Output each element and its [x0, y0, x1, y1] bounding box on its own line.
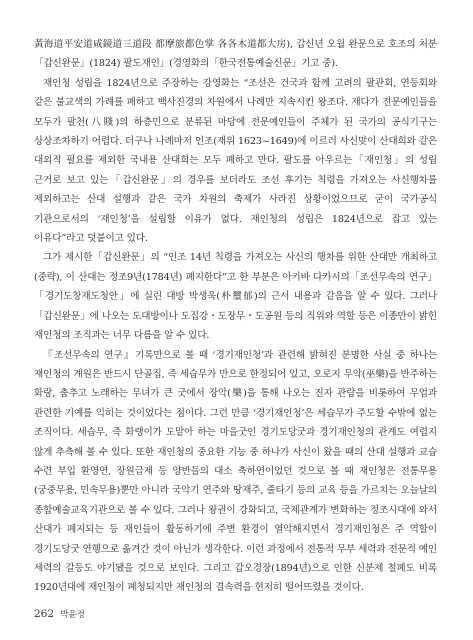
author-name: 박윤정	[60, 610, 85, 620]
paragraph-1: 黃海道平安道咸鏡道三道段 都摩旅都色掌 各各木道都大房), 갑신년 오월 완문으로 호조의 처분「갑신완문」(1824) 팔도재인」(경영화의「한국전통예술신문」기고 중).	[34, 39, 437, 70]
paragraph-2: 재인청 성립을 1824년으로 주장하는 강영화는 “조선은 건국과 함께 고려의 팔관회, 연등회와 같은 불교색의 가례를 폐하고 백사진경의 자원에서 나례만 지속시킨 왕조다. 재다가 전문예인들을 모두가 팔천(八賤)의 하층민으로 분류된 마당에 전문예인들이 주체가 된 국가의 공식기구는 상상조차하기 어렵다. 더구나 나례마저 인조(재위 1623~1649)에 이르러 사신맞이 산대희와 같은 대외적 필요를 제외한 국내용 산대희는 모두 폐하고 만다. 팔도를 아우르는「재인청」의 성립 근거로 보고 있는「갑신완문」의 경우를 보더라도 조선 후기는 칙령을 가져오는 사신행차를 제외하고는 산대 설행과 같은 국가 차원의 축제가 사라진 상황이었으므로 굳이 국가공식 기관으로서의 ‘재인청’을 설립할 이유가 없다. 재인청의 성립은 1824년으로 잡고 있는 이유다”라고 덧붙이고 있다.	[34, 77, 437, 245]
main-text	[34, 35, 437, 598]
paragraph-3: 그가 제시한「갑신완문」의 “인조 14년 칙령을 가져오는 사신의 행차를 위한 산대만 개최하고(중략), 이 산대는 정조9년(1784년) 폐지한다”고 한 부분은 아키바 다카시의「조선무속의 연구」「경기도창재도청안」에 실린 대방 박생욱(朴璽郁)의 근서 내용과 같음을 알 수 있다. 그러나「갑신완문」에 나오는 도대방이나 도집강・도장무・도공원 등의 직위와 역할 등은 이종만이 밝힌 재인청의 조직과는 너무 다름을 알 수 있다.	[34, 252, 437, 342]
paragraph-4: 『조선무속의 연구』기록만으로 볼 때 ‘경기재인청’과 관련해 밝혀진 분명한 사실 중 하나는 재인청의 계원은 반드시 단골집, 즉 세습무가 만으로 한정되어 있고, 오로지 무악(巫樂)을 반주하는 화랑, 춤추고 노래하는 무녀가 큰 굿에서 장악(樂)을 통해 나오는 진자 관람을 비롯하여 무업과 관련한 기예를 익히는 것이었다는 점이다. 그런 만큼 ‘경기재인청’은 세습무가 주도할 수밖에 없는 조직이다. 세습무, 즉 화랭이가 도맡아 하는 마을굿인 경기도당굿과 경기재인청의 관계도 여렵지 않게 추측해 볼 수 있다. 또한 재인청의 중요한 기능 중 하나가 사신이 왔을 때의 산대 설행과 교습 수련 부입 환영연, 장원급제 등 양반들의 대소 축하연이었던 것으로 볼 때 재인청은 전통무용(궁중무용, 민속무용)뿐만 아니라 국악기 연주와 땅재주, 줄타기 등의 교육 등을 가르치는 오늘날의 종합예술교육기관으로 볼 수 있다. 그러나 왕권이 강화되고, 국제관계가 변화하는 정조시대에 와서 산대가 폐지되는 등 재인들이 활동하기에 주변 환경이 열악해지면서 경기재인청은 주 역할이 경기도당굿 연행으로 옮겨간 것이 아닌가 생각한다. 이런 과정에서 전통적 무부 세력과 전문적 예인 세력의 갈등도 야기됐을 것으로 보인다. 그리고 갑오경장(1894년)으로 인한 신분제 철폐도 비록 1920년대에 재인청이 폐청되지만 재인청의 결속력을 현저히 떨어뜨렸을 것이다.	[34, 349, 437, 594]
page-number: 262	[34, 608, 55, 620]
page-footer	[34, 608, 85, 620]
